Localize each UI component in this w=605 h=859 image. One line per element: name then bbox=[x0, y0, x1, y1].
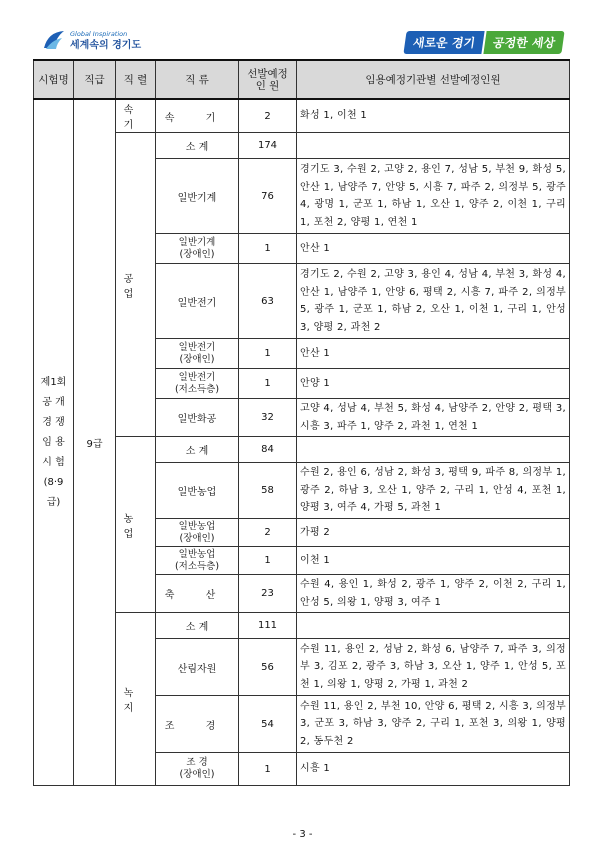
logo-korean: 세계속의 경기도 bbox=[70, 40, 142, 51]
agency-cell: 가평 2 bbox=[297, 519, 570, 547]
count-cell: 174 bbox=[239, 133, 297, 159]
count-cell: 58 bbox=[239, 463, 297, 519]
header-grade: 직급 bbox=[74, 60, 116, 99]
count-cell: 23 bbox=[239, 575, 297, 613]
agency-cell: 시흥 1 bbox=[297, 753, 570, 786]
count-cell: 84 bbox=[239, 437, 297, 463]
count-cell: 76 bbox=[239, 159, 297, 234]
gyeonggi-logo bbox=[42, 28, 141, 52]
agency-cell: 안산 1 bbox=[297, 234, 570, 264]
count-cell: 111 bbox=[239, 613, 297, 639]
kind-cell: 일반화공 bbox=[156, 399, 239, 437]
series-cell: 녹 지 bbox=[116, 613, 156, 786]
count-cell: 1 bbox=[239, 369, 297, 399]
kind-cell: 일반농업 bbox=[156, 463, 239, 519]
grade-cell: 9급 bbox=[74, 99, 116, 786]
kind-cell: 조 경 bbox=[156, 696, 239, 753]
count-cell: 1 bbox=[239, 234, 297, 264]
agency-cell: 이천 1 bbox=[297, 547, 570, 575]
agency-cell: 경기도 3, 수원 2, 고양 2, 용인 7, 성남 5, 부천 9, 화성 5, 안산 1, 남양주 7, 안양 5, 시흥 7, 파주 2, 의정부 5, 광주 4, 광명 1, 군포 1, 하남 1, 오산 1, 양주 2, 이천 1, 구리 1, 포천 2, 양평 1, 연천 1 bbox=[297, 159, 570, 234]
count-cell: 2 bbox=[239, 99, 297, 133]
agency-cell: 안양 1 bbox=[297, 369, 570, 399]
header-agencies: 임용예정기관별 선발예정인원 bbox=[297, 60, 570, 99]
kind-cell: 조 경 (장애인) bbox=[156, 753, 239, 786]
exam-name-cell: 제1회 공 개 경 쟁 임 용 시 험 (8·9급) bbox=[34, 99, 74, 786]
kind-cell: 일반농업 (장애인) bbox=[156, 519, 239, 547]
count-cell: 32 bbox=[239, 399, 297, 437]
kind-cell: 소 계 bbox=[156, 133, 239, 159]
header-series: 직 렬 bbox=[116, 60, 156, 99]
agency-cell bbox=[297, 613, 570, 639]
count-cell: 54 bbox=[239, 696, 297, 753]
gyeonggi-emblem-icon bbox=[42, 28, 66, 52]
header-kind: 직 류 bbox=[156, 60, 239, 99]
kind-cell: 일반기계 bbox=[156, 159, 239, 234]
header-exam: 시험명 bbox=[34, 60, 74, 99]
logo-english: Global Inspiration bbox=[70, 30, 128, 38]
kind-cell: 소 계 bbox=[156, 437, 239, 463]
series-cell: 속 기 bbox=[116, 99, 156, 133]
kind-cell: 소 계 bbox=[156, 613, 239, 639]
agency-cell: 수원 4, 용인 1, 화성 2, 광주 1, 양주 2, 이천 2, 구리 1, 안성 5, 의왕 1, 양평 3, 여주 1 bbox=[297, 575, 570, 613]
count-cell: 2 bbox=[239, 519, 297, 547]
kind-cell: 속 기 bbox=[156, 99, 239, 133]
count-cell: 56 bbox=[239, 639, 297, 696]
count-cell: 1 bbox=[239, 547, 297, 575]
agency-cell: 화성 1, 이천 1 bbox=[297, 99, 570, 133]
kind-cell: 축 산 bbox=[156, 575, 239, 613]
agency-cell bbox=[297, 133, 570, 159]
table-header-row bbox=[34, 60, 570, 99]
page-number: - 3 - bbox=[292, 829, 313, 840]
kind-cell: 일반전기 bbox=[156, 264, 239, 339]
count-cell: 63 bbox=[239, 264, 297, 339]
kind-cell: 산림자원 bbox=[156, 639, 239, 696]
kind-cell: 일반전기 (장애인) bbox=[156, 339, 239, 369]
slogan-left: 새로운 경기 bbox=[403, 31, 484, 54]
agency-cell: 수원 11, 용인 2, 성남 2, 화성 6, 남양주 7, 파주 3, 의정부 3, 김포 2, 광주 3, 하남 3, 오산 1, 양주 1, 안성 5, 포천 1, 의왕 1, 양평 2, 가평 1, 과천 2 bbox=[297, 639, 570, 696]
agency-cell: 안산 1 bbox=[297, 339, 570, 369]
count-cell: 1 bbox=[239, 339, 297, 369]
count-cell: 1 bbox=[239, 753, 297, 786]
kind-cell: 일반기계 (장애인) bbox=[156, 234, 239, 264]
agency-cell: 수원 2, 용인 6, 성남 2, 화성 3, 평택 9, 파주 8, 의정부 1, 광주 2, 하남 3, 오산 1, 양주 2, 구리 1, 안성 4, 포천 1, 양평 3, 여주 4, 가평 5, 과천 1 bbox=[297, 463, 570, 519]
agency-cell bbox=[297, 437, 570, 463]
agency-cell: 고양 4, 성남 4, 부천 5, 화성 4, 남양주 2, 안양 2, 평택 3, 시흥 3, 파주 1, 양주 2, 과천 1, 연천 1 bbox=[297, 399, 570, 437]
table-row bbox=[34, 99, 570, 133]
header-count: 선발예정 인 원 bbox=[239, 60, 297, 99]
agency-cell: 경기도 2, 수원 2, 고양 3, 용인 4, 성남 4, 부천 3, 화성 4, 안산 1, 남양주 1, 안양 6, 평택 2, 시흥 7, 파주 2, 의정부 5, 광주 1, 군포 1, 하남 2, 오산 1, 이천 1, 구리 1, 안성 3, 양평 2, 과천 2 bbox=[297, 264, 570, 339]
kind-cell: 일반전기 (저소득층) bbox=[156, 369, 239, 399]
recruitment-table bbox=[33, 59, 570, 786]
series-cell: 공 업 bbox=[116, 133, 156, 437]
slogan-banner bbox=[405, 31, 563, 54]
kind-cell: 일반농업 (저소득층) bbox=[156, 547, 239, 575]
slogan-right: 공정한 세상 bbox=[483, 31, 564, 54]
series-cell: 농 업 bbox=[116, 437, 156, 613]
agency-cell: 수원 11, 용인 2, 부천 10, 안양 6, 평택 2, 시흥 3, 의정부 3, 군포 3, 하남 3, 양주 2, 구리 1, 포천 3, 의왕 1, 양평 2, 동두천 2 bbox=[297, 696, 570, 753]
